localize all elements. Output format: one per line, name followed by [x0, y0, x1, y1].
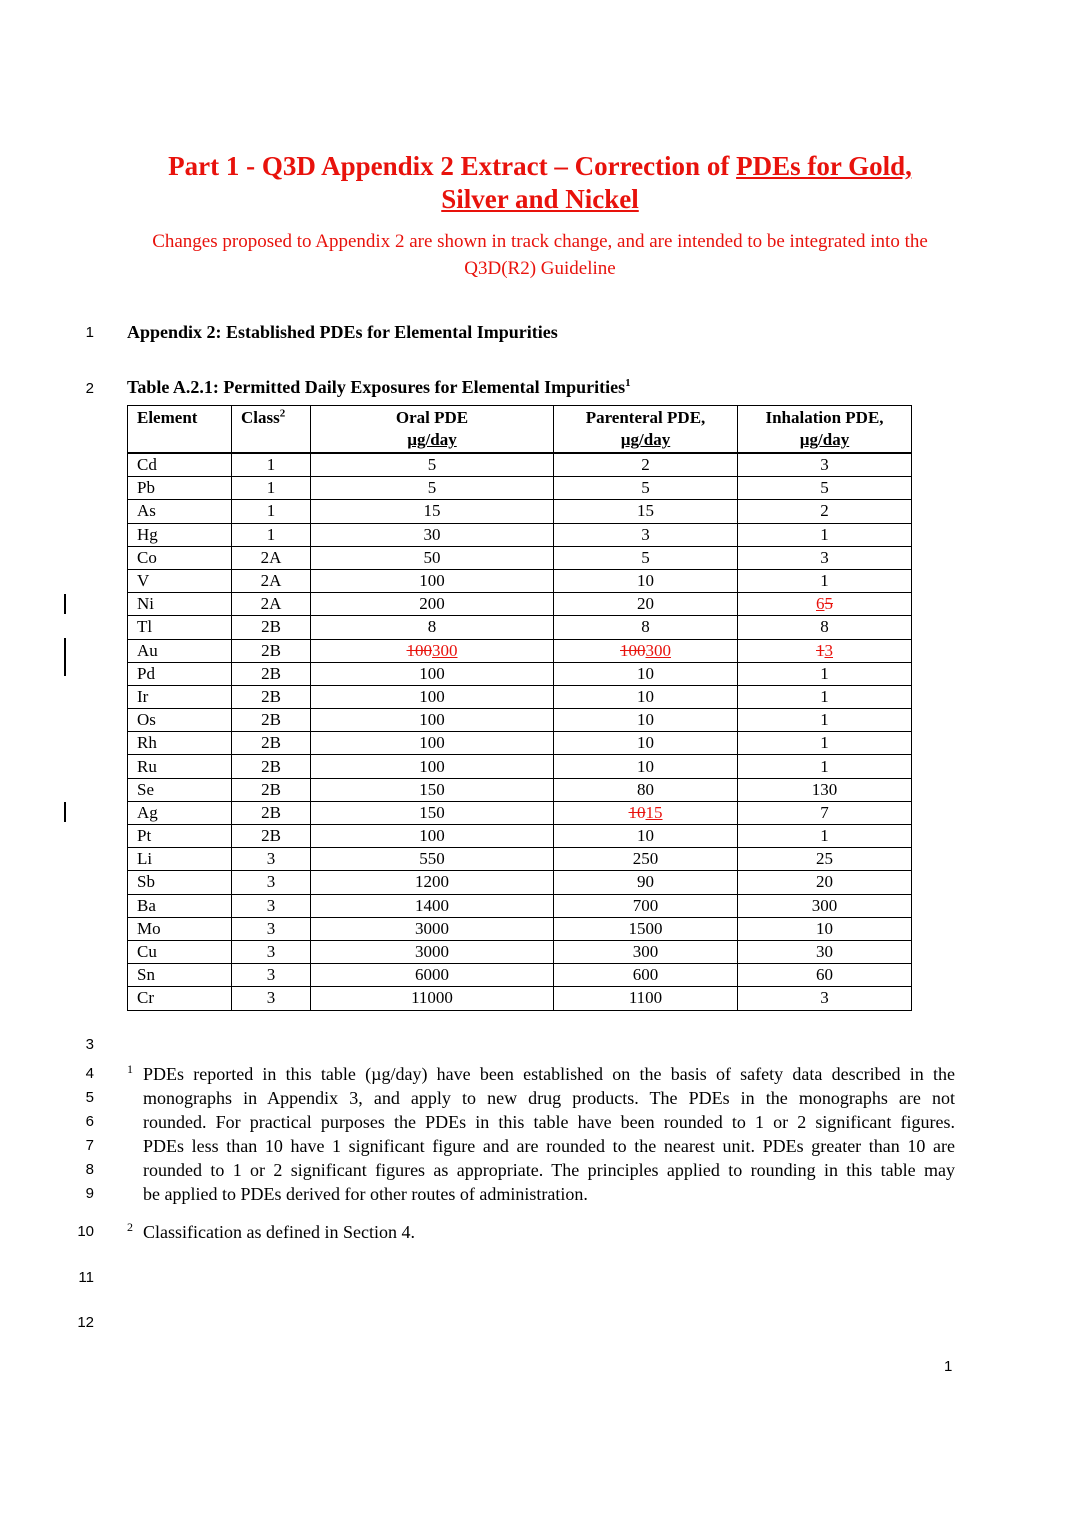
cell-class: 3: [232, 940, 311, 963]
table-body: [128, 453, 912, 1010]
table-caption-text: Table A.2.1: Permitted Daily Exposures for Elemental Impurities: [127, 377, 626, 397]
cell-parenteral: 600: [554, 964, 738, 987]
line-number: 12: [77, 1314, 94, 1331]
line-number: 8: [85, 1161, 94, 1178]
cell-parenteral: 20: [554, 593, 738, 616]
table-row: [128, 477, 912, 500]
footnote-1-line: rounded. For practical purposes the PDEs in this table have been rounded to 1 or 2 significant figures.: [143, 1112, 955, 1132]
cell-parenteral: 5: [554, 546, 738, 569]
cell-inhalation: 3: [738, 453, 912, 477]
cell-inhalation: 60: [738, 964, 912, 987]
cell-class: 2B: [232, 825, 311, 848]
cell-inhalation: 8: [738, 616, 912, 639]
cell-element: Ir: [128, 685, 232, 708]
cell-parenteral: 300: [554, 940, 738, 963]
document-title: [0, 150, 1080, 216]
change-bar: [64, 594, 66, 614]
cell-inhalation: 5: [738, 477, 912, 500]
cell-oral: 100: [311, 685, 554, 708]
cell-class: 1: [232, 477, 311, 500]
cell-class: 2B: [232, 616, 311, 639]
header-parenteral-label: Parenteral PDE,: [585, 408, 706, 427]
cell-oral: 1200: [311, 871, 554, 894]
table-row: [128, 453, 912, 477]
footnote-1-line: monographs in Appendix 3, and apply to new drug products. The PDEs in the monographs are not: [143, 1088, 955, 1108]
cell-class: 2A: [232, 593, 311, 616]
line-number: 4: [85, 1065, 94, 1082]
table-row: [128, 964, 912, 987]
footnote-1: [143, 1062, 955, 1206]
inserted-value: 3: [824, 640, 833, 660]
cell-element: Hg: [128, 523, 232, 546]
cell-element: Sb: [128, 871, 232, 894]
cell-element: Ni: [128, 593, 232, 616]
cell-class: 1: [232, 453, 311, 477]
cell-inhalation: 300: [738, 894, 912, 917]
cell-parenteral: 80: [554, 778, 738, 801]
cell-parenteral: [554, 639, 738, 662]
title-prefix: Part 1 - Q3D Appendix 2 Extract – Correction of: [168, 151, 737, 181]
cell-oral: 550: [311, 848, 554, 871]
cell-element: Au: [128, 639, 232, 662]
deleted-value: 100: [620, 640, 646, 660]
line-number: 3: [85, 1036, 94, 1053]
cell-oral: 100: [311, 569, 554, 592]
header-class-footnote-ref: 2: [279, 407, 286, 420]
footnote-2: Classification as defined in Section 4.: [143, 1222, 415, 1242]
table-row: [128, 732, 912, 755]
header-element: Element: [128, 406, 232, 454]
cell-oral: [311, 639, 554, 662]
change-bar: [64, 802, 66, 822]
table-row: [128, 616, 912, 639]
cell-oral: 5: [311, 477, 554, 500]
cell-class: 3: [232, 917, 311, 940]
table-row: [128, 662, 912, 685]
cell-oral: 3000: [311, 940, 554, 963]
table-row: [128, 778, 912, 801]
cell-inhalation: 1: [738, 825, 912, 848]
cell-oral: 15: [311, 500, 554, 523]
cell-class: 2B: [232, 732, 311, 755]
table-row: [128, 546, 912, 569]
cell-class: 1: [232, 523, 311, 546]
cell-oral: 100: [311, 732, 554, 755]
cell-parenteral: 10: [554, 685, 738, 708]
cell-parenteral: 250: [554, 848, 738, 871]
cell-oral: 100: [311, 825, 554, 848]
cell-parenteral: 5: [554, 477, 738, 500]
line-number: 9: [85, 1185, 94, 1202]
cell-element: Rh: [128, 732, 232, 755]
page-number: 1: [944, 1358, 953, 1375]
line-number: 10: [77, 1223, 94, 1240]
cell-oral: 1400: [311, 894, 554, 917]
line-number: 11: [78, 1269, 94, 1286]
cell-inhalation: 30: [738, 940, 912, 963]
cell-class: 2B: [232, 755, 311, 778]
cell-parenteral: 10: [554, 825, 738, 848]
cell-class: 2B: [232, 709, 311, 732]
cell-inhalation: 1: [738, 685, 912, 708]
deleted-value: 10: [628, 802, 646, 822]
cell-oral: 100: [311, 662, 554, 685]
header-parenteral: [554, 406, 738, 454]
document-subtitle: Changes proposed to Appendix 2 are shown in track change, and are intended to be integrated into the Q3D(R2) Guideline: [152, 231, 928, 279]
cell-inhalation: [738, 593, 912, 616]
cell-inhalation: 2: [738, 500, 912, 523]
cell-element: Li: [128, 848, 232, 871]
cell-oral: 50: [311, 546, 554, 569]
table-row: [128, 639, 912, 662]
cell-class: 3: [232, 987, 311, 1010]
cell-oral: 100: [311, 755, 554, 778]
inserted-value: 6: [816, 594, 825, 614]
cell-inhalation: 1: [738, 569, 912, 592]
cell-oral: 100: [311, 709, 554, 732]
table-caption-footnote-ref: 1: [625, 377, 631, 389]
footnote-1-mark: 1: [127, 1062, 133, 1076]
cell-element: Tl: [128, 616, 232, 639]
table-header-row: [128, 406, 912, 454]
cell-parenteral: [554, 801, 738, 824]
cell-element: Pt: [128, 825, 232, 848]
cell-element: Pb: [128, 477, 232, 500]
cell-class: 2B: [232, 662, 311, 685]
cell-inhalation: 10: [738, 917, 912, 940]
cell-parenteral: 10: [554, 569, 738, 592]
cell-oral: 11000: [311, 987, 554, 1010]
cell-class: 2B: [232, 778, 311, 801]
table-row: [128, 801, 912, 824]
footnote-1-line: PDEs reported in this table (µg/day) have been established on the basis of safety data described in the: [143, 1064, 955, 1084]
cell-class: 2A: [232, 546, 311, 569]
cell-element: Pd: [128, 662, 232, 685]
cell-inhalation: 1: [738, 523, 912, 546]
header-oral: [311, 406, 554, 454]
table-row: [128, 987, 912, 1010]
cell-parenteral: 90: [554, 871, 738, 894]
title-underlined-2: Silver and Nickel: [441, 184, 639, 214]
cell-inhalation: 3: [738, 546, 912, 569]
table-row: [128, 709, 912, 732]
footnote-1-line: be applied to PDEs derived for other routes of administration.: [143, 1184, 588, 1204]
inserted-value: 300: [645, 640, 671, 660]
title-underlined-1: PDEs for Gold,: [736, 151, 912, 181]
cell-element: Cr: [128, 987, 232, 1010]
cell-class: 2B: [232, 685, 311, 708]
cell-oral: 200: [311, 593, 554, 616]
cell-parenteral: 10: [554, 709, 738, 732]
change-bar: [64, 638, 66, 676]
cell-element: Ru: [128, 755, 232, 778]
cell-parenteral: 10: [554, 755, 738, 778]
table-row: [128, 894, 912, 917]
cell-element: Ag: [128, 801, 232, 824]
cell-inhalation: 3: [738, 987, 912, 1010]
cell-oral: 150: [311, 801, 554, 824]
cell-oral: 3000: [311, 917, 554, 940]
cell-class: 3: [232, 848, 311, 871]
cell-inhalation: 1: [738, 732, 912, 755]
cell-parenteral: 15: [554, 500, 738, 523]
deleted-value: 100: [406, 640, 432, 660]
header-parenteral-unit: µg/day: [620, 430, 671, 449]
cell-oral: 30: [311, 523, 554, 546]
cell-class: 3: [232, 964, 311, 987]
cell-class: 1: [232, 500, 311, 523]
cell-element: Cd: [128, 453, 232, 477]
inserted-value: 300: [432, 640, 458, 660]
cell-parenteral: 10: [554, 732, 738, 755]
cell-element: Cu: [128, 940, 232, 963]
cell-oral: 150: [311, 778, 554, 801]
table-row: [128, 871, 912, 894]
header-inhalation-unit: µg/day: [799, 430, 850, 449]
header-class: [232, 406, 311, 454]
deleted-value: 5: [824, 594, 833, 614]
header-class-text: Class: [241, 408, 280, 427]
cell-parenteral: 700: [554, 894, 738, 917]
deleted-value: 1: [816, 640, 825, 660]
cell-inhalation: 130: [738, 778, 912, 801]
cell-class: 2B: [232, 801, 311, 824]
cell-oral: 5: [311, 453, 554, 477]
cell-element: As: [128, 500, 232, 523]
table-row: [128, 755, 912, 778]
table-row: [128, 940, 912, 963]
table-row: [128, 500, 912, 523]
header-inhalation-label: Inhalation PDE,: [765, 408, 884, 427]
line-number: 5: [85, 1089, 94, 1106]
cell-parenteral: 1500: [554, 917, 738, 940]
table-row: [128, 593, 912, 616]
table-row: [128, 523, 912, 546]
header-oral-label: Oral PDE: [395, 408, 469, 427]
cell-class: 2A: [232, 569, 311, 592]
footnote-2-mark: 2: [127, 1220, 133, 1234]
header-oral-unit: µg/day: [407, 430, 457, 449]
cell-inhalation: 20: [738, 871, 912, 894]
cell-parenteral: 1100: [554, 987, 738, 1010]
table-row: [128, 917, 912, 940]
cell-element: V: [128, 569, 232, 592]
line-number: 6: [85, 1113, 94, 1130]
cell-class: 2B: [232, 639, 311, 662]
header-inhalation: [738, 406, 912, 454]
cell-oral: 6000: [311, 964, 554, 987]
line-number: 7: [85, 1137, 94, 1154]
cell-element: Mo: [128, 917, 232, 940]
appendix-heading: Appendix 2: Established PDEs for Elemental Impurities: [127, 322, 558, 342]
inserted-value: 15: [645, 802, 663, 822]
cell-element: Os: [128, 709, 232, 732]
cell-inhalation: [738, 639, 912, 662]
cell-inhalation: 1: [738, 662, 912, 685]
cell-parenteral: 2: [554, 453, 738, 477]
cell-element: Se: [128, 778, 232, 801]
footnote-1-line: rounded to 1 or 2 significant figures as appropriate. The principles applied to rounding in this table may: [143, 1160, 955, 1180]
cell-element: Co: [128, 546, 232, 569]
cell-class: 3: [232, 871, 311, 894]
cell-inhalation: 1: [738, 709, 912, 732]
table-row: [128, 848, 912, 871]
table-row: [128, 569, 912, 592]
table-row: [128, 685, 912, 708]
cell-oral: 8: [311, 616, 554, 639]
line-number: 1: [85, 324, 94, 341]
cell-class: 3: [232, 894, 311, 917]
pde-table: [127, 405, 912, 1011]
cell-element: Ba: [128, 894, 232, 917]
cell-element: Sn: [128, 964, 232, 987]
cell-parenteral: 3: [554, 523, 738, 546]
cell-inhalation: 7: [738, 801, 912, 824]
table-caption: [127, 377, 631, 398]
cell-parenteral: 10: [554, 662, 738, 685]
table-row: [128, 825, 912, 848]
footnote-1-line: PDEs less than 10 have 1 significant figure and are rounded to the nearest unit. PDEs greater than 10 are: [143, 1136, 955, 1156]
cell-inhalation: 1: [738, 755, 912, 778]
cell-parenteral: 8: [554, 616, 738, 639]
cell-inhalation: 25: [738, 848, 912, 871]
line-number: 2: [85, 380, 94, 397]
